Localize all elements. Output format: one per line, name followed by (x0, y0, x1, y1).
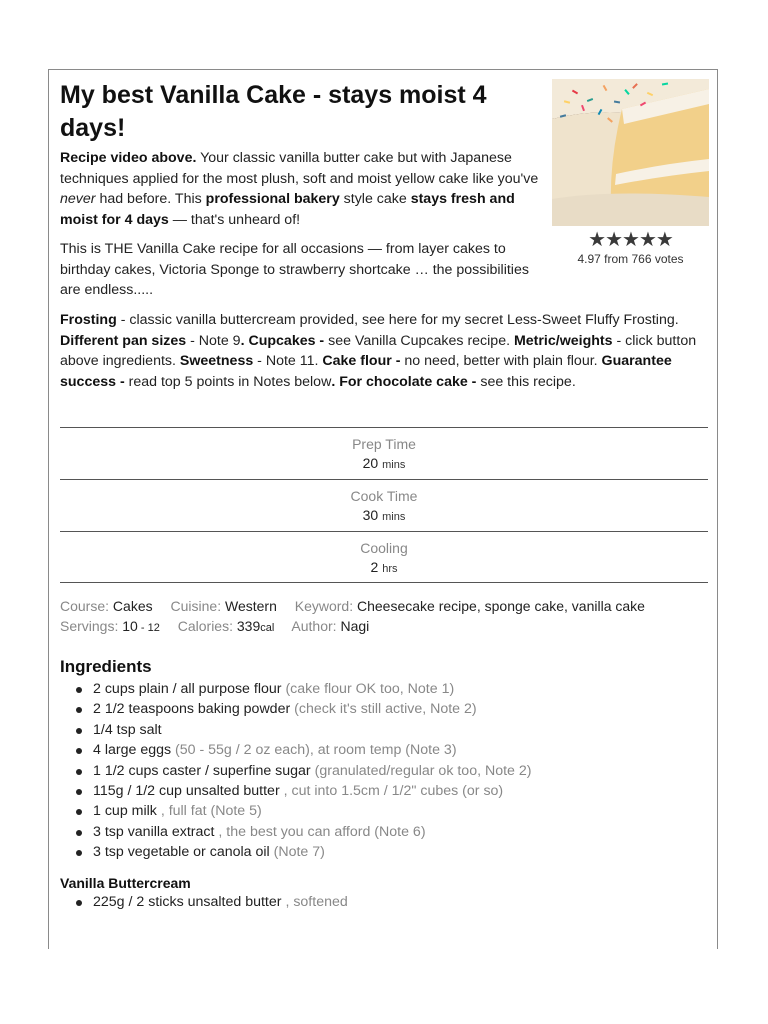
cooling-time-value (60, 557, 708, 579)
bullet-icon (76, 707, 82, 713)
cook-time-number: 30 (362, 507, 379, 523)
notes-text: see this recipe. (476, 373, 576, 390)
course-label: Course: (60, 598, 110, 614)
prep-time-unit: mins (382, 459, 406, 471)
intro-bold-video: Recipe video above. (60, 150, 197, 166)
servings-value[interactable]: 10 (122, 618, 138, 634)
list-item (60, 892, 700, 912)
cooling-time (60, 531, 708, 583)
cooling-time-number: 2 (370, 559, 379, 575)
cupcakes-label: . Cupcakes - (240, 332, 325, 349)
servings-max: - 12 (137, 622, 160, 634)
notes-text: read top 5 points in Notes below (124, 373, 332, 390)
notes-paragraph (60, 310, 705, 392)
keyword-label: Keyword: (294, 598, 354, 614)
list-item (60, 781, 700, 801)
sweetness-label: Sweetness (179, 353, 254, 370)
prep-time-number: 20 (362, 455, 379, 471)
cake-flour-label: Cake flour - (322, 353, 401, 370)
guarantee-label: Guarantee success - (60, 353, 672, 390)
notes-text: - click button above ingredients. (60, 332, 697, 370)
ingredient-note: , softened (281, 894, 348, 910)
ingredient-note: (50 - 55g / 2 oz each), at room temp (Note 3) (171, 742, 457, 759)
ingredient-note: , full fat (Note 5) (156, 803, 262, 820)
intro-text: had before. This (95, 191, 206, 208)
cooling-time-unit: hrs (382, 563, 398, 575)
rating-votes: 4.97 from 766 votes (577, 252, 684, 266)
ingredient-text: 1 1/2 cups caster / superfine sugar (93, 762, 311, 779)
list-item (60, 842, 700, 862)
ingredient-text: 225g / 2 sticks unsalted butter (93, 894, 282, 910)
calories-unit: cal (260, 622, 275, 634)
prep-time (60, 427, 708, 479)
cooling-time-label: Cooling (360, 540, 408, 556)
author-label: Author: (291, 618, 337, 634)
metric-label: Metric/weights (513, 332, 613, 349)
pan-sizes-label: Different pan sizes (60, 332, 187, 349)
cook-time-unit: mins (382, 511, 406, 523)
ingredient-note: (Note 7) (269, 844, 325, 861)
notes-text: - classic vanilla buttercream provided, see here for my secret Less-Sweet Fluffy Frosting. (116, 312, 679, 328)
notes-text: see Vanilla Cupcakes recipe. (324, 332, 514, 349)
intro-text: style cake (339, 191, 411, 208)
frosting-label: Frosting (60, 312, 117, 328)
star-rating-icon[interactable]: ★★★★★ (588, 229, 673, 251)
ingredient-text: 3 tsp vanilla extract (93, 823, 215, 840)
servings-label: Servings: (60, 618, 119, 634)
ingredient-note: , the best you can afford (Note 6) (214, 823, 426, 840)
ingredients-heading: Ingredients (60, 657, 152, 676)
author-value: Nagi (340, 618, 370, 634)
notes-text: - Note 9 (186, 332, 241, 349)
prep-time-value (60, 453, 708, 475)
recipe-card (48, 69, 718, 949)
ingredient-text: 3 tsp vegetable or canola oil (93, 844, 270, 861)
list-item (60, 720, 700, 740)
recipe-meta-row-2 (60, 616, 710, 638)
ingredient-text: 115g / 1/2 cup unsalted butter (93, 783, 280, 800)
list-item (60, 699, 700, 719)
cake-image-icon (552, 79, 709, 226)
recipe-times (60, 427, 708, 583)
bullet-icon (76, 830, 82, 836)
ingredient-text: 1 cup milk (93, 803, 157, 820)
intro-text: — that's unheard of! (168, 211, 301, 228)
rating (552, 230, 709, 266)
calories-label: Calories: (177, 618, 233, 634)
list-item (60, 740, 700, 760)
intro-bold: stays fresh and moist for 4 days (60, 191, 515, 228)
cuisine-label: Cuisine: (170, 598, 222, 614)
ingredient-text: 4 large eggs (93, 742, 172, 759)
ingredient-text: 2 1/2 teaspoons baking powder (93, 701, 291, 718)
calories-value: 339 (236, 618, 261, 634)
notes-text: - Note 11. (253, 353, 323, 370)
list-item (60, 822, 700, 842)
ingredient-note: (check it's still active, Note 2) (290, 701, 477, 718)
cook-time (60, 479, 708, 531)
chocolate-label: . For chocolate cake - (331, 373, 477, 390)
course-value: Cakes (112, 598, 153, 614)
intro-bold: professional bakery (205, 191, 340, 208)
occasions-paragraph: This is THE Vanilla Cake recipe for all occasions — from layer cakes to birthday cakes, Victoria Sponge to strawberry shortcake … the possibilities are endless..... (60, 241, 529, 299)
cook-time-value (60, 505, 708, 527)
notes-text: no need, better with plain flour. (400, 353, 602, 370)
prep-time-label: Prep Time (352, 436, 416, 452)
bullet-icon (76, 789, 82, 795)
ingredient-note: (cake flour OK too, Note 1) (281, 681, 455, 697)
recipe-title: My best Vanilla Cake - stays moist 4 days! (60, 81, 487, 142)
list-item (60, 679, 700, 699)
bullet-icon (76, 748, 82, 754)
cook-time-label: Cook Time (350, 488, 418, 504)
ingredient-note: (granulated/regular ok too, Note 2) (310, 762, 532, 779)
list-item (60, 801, 700, 821)
ingredient-text: 2 cups plain / all purpose flour (93, 681, 282, 697)
buttercream-heading: Vanilla Buttercream (60, 875, 191, 891)
list-item (60, 761, 700, 781)
ingredient-text: 1/4 tsp salt (93, 721, 162, 738)
bullet-icon (76, 728, 82, 734)
intro-paragraph (60, 148, 545, 230)
cake-photo (552, 79, 709, 226)
bullet-icon (76, 769, 82, 775)
bullet-icon (76, 809, 82, 815)
ingredients-list (60, 679, 700, 863)
bullet-icon (76, 850, 82, 856)
intro-text: Your classic vanilla butter cake but with Japanese techniques applied for the most plush, soft and moist yellow cake like you've (60, 150, 539, 187)
recipe-meta-row-1 (60, 596, 710, 616)
ingredient-note: , cut into 1.5cm / 1/2" cubes (or so) (279, 783, 504, 800)
bullet-icon (76, 687, 82, 693)
buttercream-list (60, 892, 700, 912)
keyword-value: Cheesecake recipe, sponge cake, vanilla cake (357, 598, 645, 614)
cuisine-value: Western (224, 598, 277, 614)
bullet-icon (76, 900, 82, 906)
intro-italic: never (60, 191, 96, 208)
